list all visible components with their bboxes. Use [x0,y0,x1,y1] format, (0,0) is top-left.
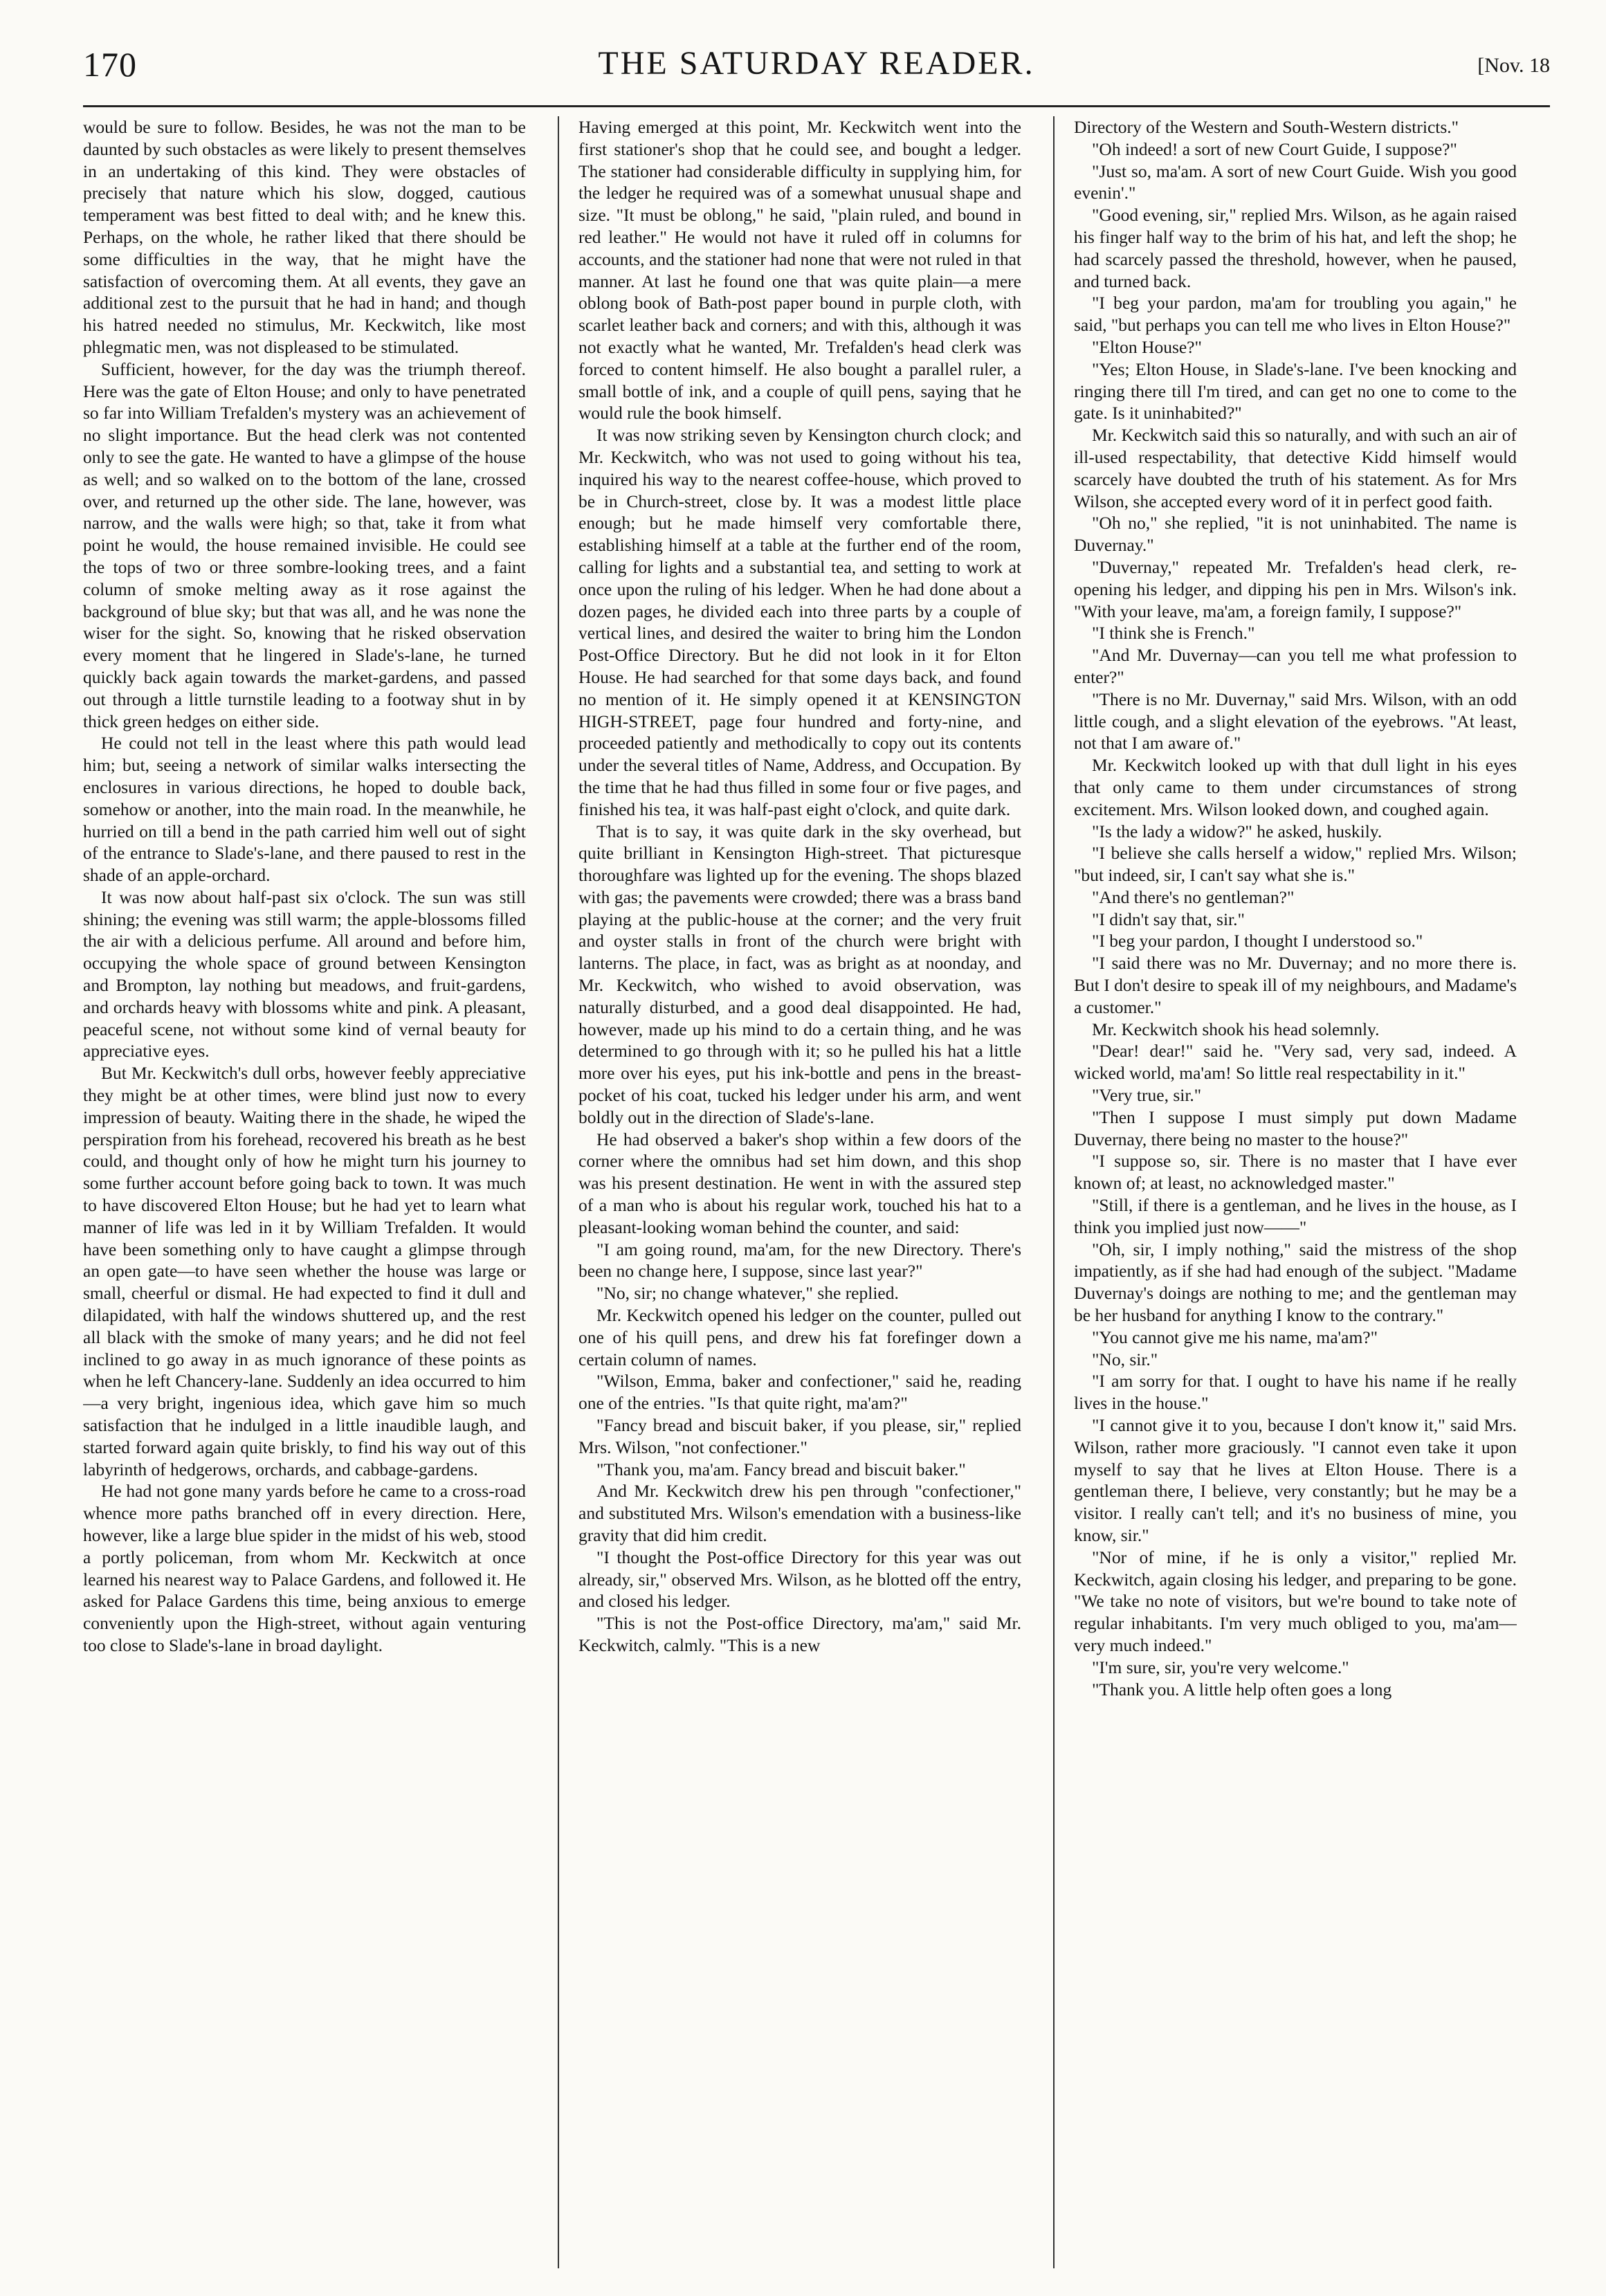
paragraph: And Mr. Keckwitch drew his pen through "confectioner," and substituted Mrs. Wilson's emendation with a business-like gravity that did him credit. [578,1481,1021,1545]
paragraph: Mr. Keckwitch looked up with that dull light in his eyes that only came to them under circumstances of strong excitement. Mrs. Wilson looked down, and coughed again. [1074,755,1517,819]
paragraph: "Oh no," she replied, "it is not uninhabited. The name is Duvernay." [1074,513,1517,556]
paragraph: "Just so, ma'am. A sort of new Court Guide. Wish you good evenin'." [1074,161,1517,203]
paragraph: It was now about half-past six o'clock. The sun was still shining; the evening was still warm; the apple-blossoms filled the air with a delicious perfume. All around and before him, occupying the whole space of ground between Kensington and Brompton, lay nothing but meadows, and fruit-gardens, and orchards heavy with blossoms white and pink. A pleasant, peaceful scene, not without some kind of vernal beauty for appreciative eyes. [83,886,526,1062]
paragraph: "I am sorry for that. I ought to have his name if he really lives in the house." [1074,1371,1517,1414]
paragraph: "I am going round, ma'am, for the new Directory. There's been no change here, I suppose, since last year?" [578,1239,1021,1282]
page-number: 170 [83,45,137,84]
paragraph: "No, sir." [1092,1349,1158,1369]
paragraph: "This is not the Post-office Directory, ma'am," said Mr. Keckwitch, calmly. "This is a new [578,1613,1021,1655]
paragraph: "Is the lady a widow?" he asked, huskily. [1092,821,1383,841]
paragraph: "No, sir; no change whatever," she replied. [596,1283,899,1304]
paragraph: "Oh indeed! a sort of new Court Guide, I suppose?" [1092,138,1457,159]
paragraph: "I cannot give it to you, because I don't know it," said Mrs. Wilson, rather more graciously. "I cannot even take it upon myself to say that he lives at Elton House. There is a gentleman there, I believe, very constantly; but he may be a visitor. I really can't tell; and it's no business of mine, you know, sir." [1074,1415,1517,1545]
paragraph: "I suppose so, sir. There is no master that I have ever known of; at least, no acknowledged master." [1074,1151,1517,1194]
paragraph: "Thank you, ma'am. Fancy bread and biscuit baker." [596,1459,966,1479]
page-header [83,40,1550,89]
header-rule [83,105,1550,107]
paragraph: "There is no Mr. Duvernay," said Mrs. Wilson, with an odd little cough, and a slight elevation of the eyebrows. "At least, not that I am aware of." [1074,689,1517,754]
paragraph: "I thought the Post-office Directory for this year was out already, sir," observed Mrs. Wilson, as he blotted off the entry, and closed his ledger. [578,1547,1021,1612]
paragraph: "Very true, sir." [1092,1085,1202,1106]
paragraph: "Thank you. A little help often goes a long [1092,1679,1392,1700]
paragraph: "Fancy bread and biscuit baker, if you please, sir," replied Mrs. Wilson, "not confectioner." [578,1415,1021,1457]
paragraph: Having emerged at this point, Mr. Keckwitch went into the first stationer's shop that he could see, and bought a ledger. The stationer had considerable difficulty in supplying him, for the ledger he required was of a somewhat unusual shape and size. "It must be oblong," he said, "plain ruled, and bound in red leather." He would not have it ruled off in columns for accounts, and the stationer had none that were not ruled in that manner. At last he found one that was quite plain—a mere oblong book of Bath-post paper bound in purple cloth, with scarlet leather back and corners; and with this, although it was not exactly what he wanted, Mr. Trefalden's head clerk was forced to content himself. He also bought a parallel ruler, a small bottle of ink, and a couple of quill pens, saying that he would rule the book himself. [578,117,1021,423]
paragraph: Mr. Keckwitch shook his head solemnly. [1092,1019,1380,1039]
paragraph: "Then I suppose I must simply put down Madame Duvernay, there being no master to the house?" [1074,1106,1517,1149]
paragraph: "You cannot give me his name, ma'am?" [1092,1327,1378,1347]
paragraph: "I think she is French." [1092,623,1255,644]
paragraph: "Elton House?" [1092,336,1202,357]
paragraph: "And there's no gentleman?" [1092,886,1295,907]
paragraph: "Yes; Elton House, in Slade's-lane. I've been knocking and ringing there till I'm tired, and can get no one to come to the gate. Is it uninhabited?" [1074,358,1517,423]
paragraph: Mr. Keckwitch opened his ledger on the counter, pulled out one of his quill pens, and drew his fat forefinger down a certain column of names. [578,1305,1021,1369]
paragraph: would be sure to follow. Besides, he was not the man to be daunted by such obstacles as were likely to present themselves in an undertaking of this kind. They were obstacles of precisely that nature which his slow, dogged, cautious temperament was best fitted to deal with; and he knew this. Perhaps, on the whole, he rather liked that there should be some difficulties in the way, that he might have the satisfaction of overcoming them. At all events, they gave an additional zest to the pursuit that he had in hand; and though his hatred needed no stimulus, Mr. Keckwitch, like most phlegmatic men, was not displeased to be stimulated. [83,117,526,357]
paragraph: He had observed a baker's shop within a few doors of the corner where the omnibus had set him down, and this shop was his present destination. He went in with the assured step of a man who is about his regular work, touched his hat to a pleasant-looking woman behind the counter, and said: [578,1129,1021,1237]
paragraph: That is to say, it was quite dark in the sky overhead, but quite brilliant in Kensington High-street. That picturesque thoroughfare was lighted up for the evening. The shops blazed with gas; the pavements were crowded; there was a brass band playing at the public-house at the corner; and the very fruit and oyster stalls in front of the church were bright with lanterns. The place, in fact, was as bright as at noonday, and Mr. Keckwitch, who wished to avoid observation, was naturally disturbed, and a good deal disappointed. He had, however, made up his mind to do a certain thing, and he was determined to go through with it; so he pulled his hat a little more over his eyes, put his ink-bottle and pens in the breast-pocket of his coat, tucked his ledger under his arm, and went boldly out in the direction of Slade's-lane. [578,821,1021,1127]
masthead-title: THE SATURDAY READER. [598,45,1035,82]
paragraph: "I didn't say that, sir." [1092,909,1245,929]
column-divider [558,116,559,2268]
paragraph: It was now striking seven by Kensington church clock; and Mr. Keckwitch, who was not used to going without his tea, inquired his way to the nearest coffee-house, which proved to be in Church-street, close by. It was a modest little place enough; but he made himself very comfortable there, establishing himself at a table at the further end of the room, calling for lights and a substantial tea, and setting to work at once upon the ruling of his ledger. When he had done about a dozen pages, he divided each into three parts by a couple of vertical lines, and desired the waiter to bring him the London Post-Office Directory. But he did not look in it for Elton House. He had searched for that some days back, and found no mention of it. He simply opened it at KENSINGTON HIGH-STREET, page four hundred and forty-nine, and proceeded patiently and methodically to copy out its contents under the several titles of Name, Address, and Occupation. By the time that he had thus filled in some four or five pages, and finished his tea, it was half-past eight o'clock, and quite dark. [578,425,1021,819]
issue-date: [Nov. 18 [1477,54,1550,77]
text-column-2 [578,116,1021,2268]
text-column-1 [83,116,526,2268]
paragraph: "Still, if there is a gentleman, and he lives in the house, as I think you implied just now——" [1074,1195,1517,1237]
paragraph: Mr. Keckwitch said this so naturally, and with such an air of ill-used respectability, that detective Kidd himself would scarcely have doubted the truth of his statement. As for Mrs Wilson, she accepted every word of it in perfect good faith. [1074,425,1517,511]
paragraph: "Duvernay," repeated Mr. Trefalden's head clerk, re-opening his ledger, and dipping his pen in Mrs. Wilson's ink. "With your leave, ma'am, a foreign family, I suppose?" [1074,556,1517,621]
paragraph: But Mr. Keckwitch's dull orbs, however feebly appreciative they might be at other times, were blind just now to every impression of beauty. Waiting there in the shade, he wiped the perspiration from his forehead, recovered his breath as he best could, and thought only of how he might turn his journey to some further account before going back to town. It was much to have discovered Elton House; but he had yet to learn what manner of life was led in it by William Trefalden. It would have been something only to have caught a glimpse through an open gate—to have seen whether the house was large or small, cheerful or dismal. He had expected to find it dull and dilapidated, with half the windows shuttered up, and the rest all black with the smoke of many years; and he did not feel inclined to go away in as much ignorance of these points as when he left Chancery-lane. Suddenly an idea occurred to him—a very bright, ingenious idea, which gave him so much satisfaction that he indulged in a little inaudible laugh, and started forward again quite briskly, to find his way out of this labyrinth of hedgerows, orchards, and cabbage-gardens. [83,1063,526,1479]
paragraph: "I beg your pardon, I thought I understood so." [1092,931,1423,951]
text-column-3 [1074,116,1517,2268]
paragraph: He could not tell in the least where this path would lead him; but, seeing a network of similar walks intersecting the enclosures in various directions, he hoped to double back, somehow or another, into the main road. In the meanwhile, he hurried on till a bend in the path carried him well out of sight of the entrance to Slade's-lane, and there paused to rest in the shade of an apple-orchard. [83,733,526,886]
paragraph: He had not gone many yards before he came to a cross-road whence more paths branched off in every direction. Here, however, like a large blue spider in the midst of his web, stood a portly policeman, from whom Mr. Keckwitch at once learned his nearest way to Palace Gardens, and followed it. He asked for Palace Gardens this time, being anxious to emerge conveniently upon the High-street, without again venturing too close to Slade's-lane in broad daylight. [83,1481,526,1655]
paragraph: "Good evening, sir," replied Mrs. Wilson, as he again raised his finger half way to the brim of his hat, and left the shop; he had scarcely passed the threshold, however, when he paused, and turned back. [1074,205,1517,291]
paragraph: Directory of the Western and South-Western districts." [1074,117,1459,137]
column-divider [1053,116,1055,2268]
paragraph: "Nor of mine, if he is only a visitor," replied Mr. Keckwitch, again closing his ledger, and preparing to be gone. "We take no note of visitors, but we're bound to take note of regular inhabitants. I'm very much obliged to you, ma'am—very much indeed." [1074,1547,1517,1655]
paragraph: "Dear! dear!" said he. "Very sad, very sad, indeed. A wicked world, ma'am! So little real respectability in it." [1074,1041,1517,1084]
paragraph: "And Mr. Duvernay—can you tell me what profession to enter?" [1074,645,1517,687]
paragraph: "Oh, sir, I imply nothing," said the mistress of the shop impatiently, as if she had had enough of the subject. "Madame Duvernay's doings are nothing to me; and the gentleman may be her husband for anything I know to the contrary." [1074,1239,1517,1326]
paragraph: "I'm sure, sir, you're very welcome." [1092,1657,1349,1677]
paragraph: "I beg your pardon, ma'am for troubling you again," he said, "but perhaps you can tell me who lives in Elton House?" [1074,293,1517,336]
paragraph: "I said there was no Mr. Duvernay; and no more there is. But I don't desire to speak ill of my neighbours, and Madame's a customer." [1074,953,1517,1017]
paragraph: Sufficient, however, for the day was the triumph thereof. Here was the gate of Elton House; and only to have penetrated so far into William Trefalden's mystery was an achievement of no slight importance. But the head clerk was not contented only to see the gate. He wanted to have a glimpse of the house as well; and so walked on to the bottom of the lane, crossed over, and returned up the other side. The lane, however, was narrow, and the walls were high; so that, take it from what point he would, the house remained invisible. He could see the tops of two or three sombre-looking trees, and a faint column of smoke melting away as it rose against the background of blue sky; but that was all, and he was none the wiser for the sight. So, knowing that he risked observation every moment that he lingered in Slade's-lane, he turned quickly back again towards the market-gardens, and passed out through a little turnstile leading to a footway shut in by thick green hedges on either side. [83,358,526,731]
paragraph: "Wilson, Emma, baker and confectioner," said he, reading one of the entries. "Is that quite right, ma'am?" [578,1371,1021,1414]
paragraph: "I believe she calls herself a widow," replied Mrs. Wilson; "but indeed, sir, I can't say what she is." [1074,843,1517,886]
